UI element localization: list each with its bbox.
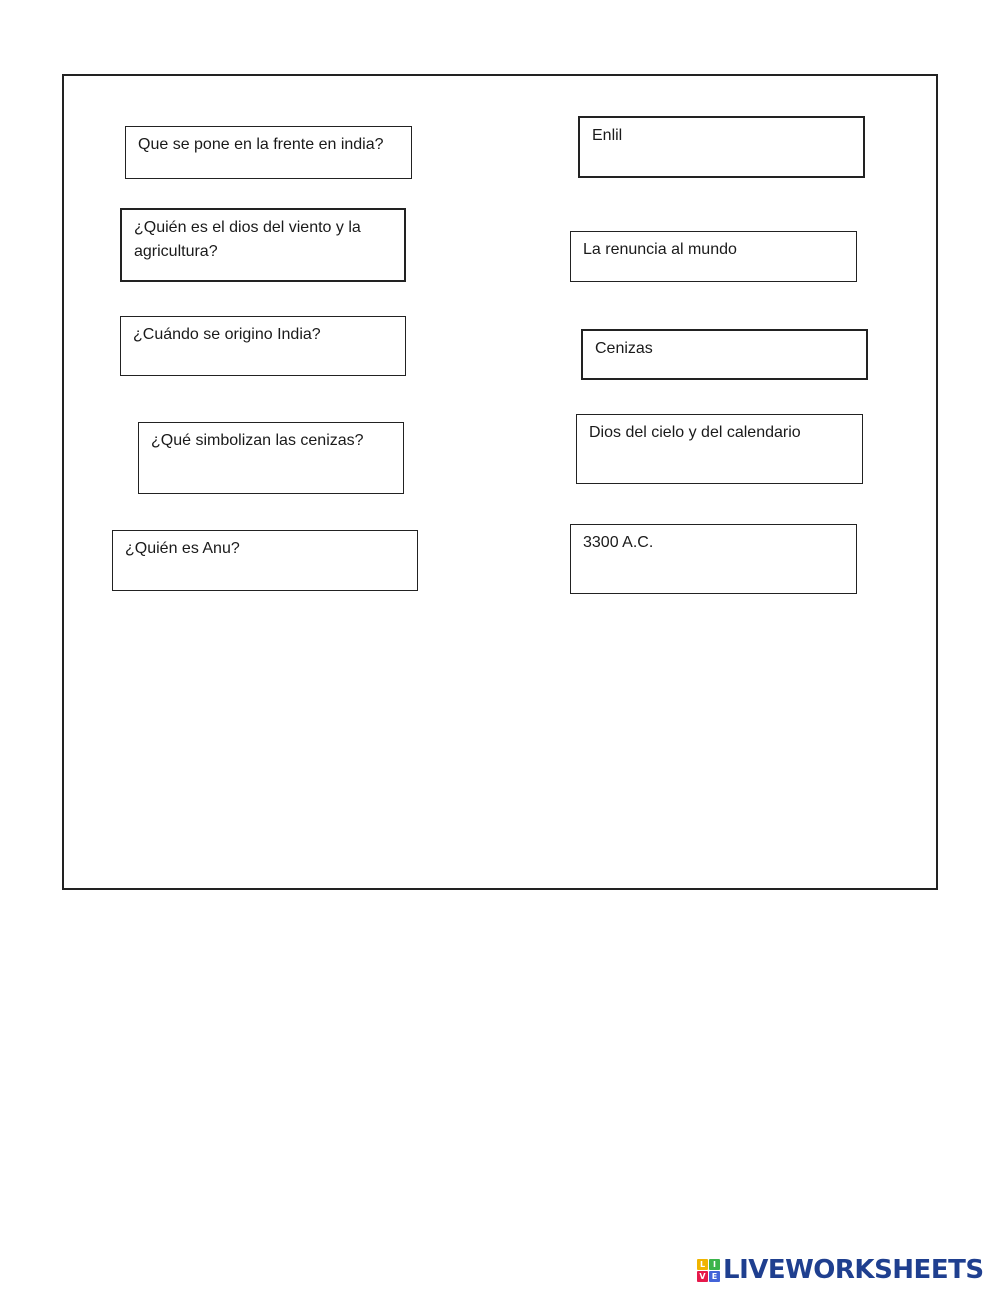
question-text: ¿Quién es Anu? [125,540,240,557]
question-text: ¿Cuándo se origino India? [133,326,321,343]
answer-text: 3300 A.C. [583,534,654,551]
logo-icon-cell: E [709,1271,720,1282]
logo-text: LIVEWORKSHEETS [723,1255,984,1285]
question-text: Que se pone en la frente en india? [138,136,384,153]
answer-box-3[interactable] [581,329,868,380]
answer-text: Dios del cielo y del calendario [589,424,801,441]
question-box-1[interactable] [125,126,412,179]
answer-text: La renuncia al mundo [583,241,737,258]
question-box-5[interactable] [112,530,418,591]
logo-icon [697,1259,720,1282]
answer-text: Enlil [592,127,623,144]
logo-icon-cell: L [697,1259,708,1270]
question-text: ¿Quién es el dios del viento y la agricultura? [134,219,361,260]
question-text: ¿Qué simbolizan las cenizas? [151,432,364,449]
answer-box-2[interactable] [570,231,857,282]
answer-box-5[interactable] [570,524,857,594]
logo-icon-cell: I [709,1259,720,1270]
answer-box-1[interactable] [578,116,865,178]
answer-text: Cenizas [595,340,653,357]
question-box-3[interactable] [120,316,406,376]
answer-box-4[interactable] [576,414,863,484]
question-box-2[interactable] [120,208,406,282]
question-box-4[interactable] [138,422,404,494]
liveworksheets-logo [697,1255,984,1285]
logo-icon-cell: V [697,1271,708,1282]
